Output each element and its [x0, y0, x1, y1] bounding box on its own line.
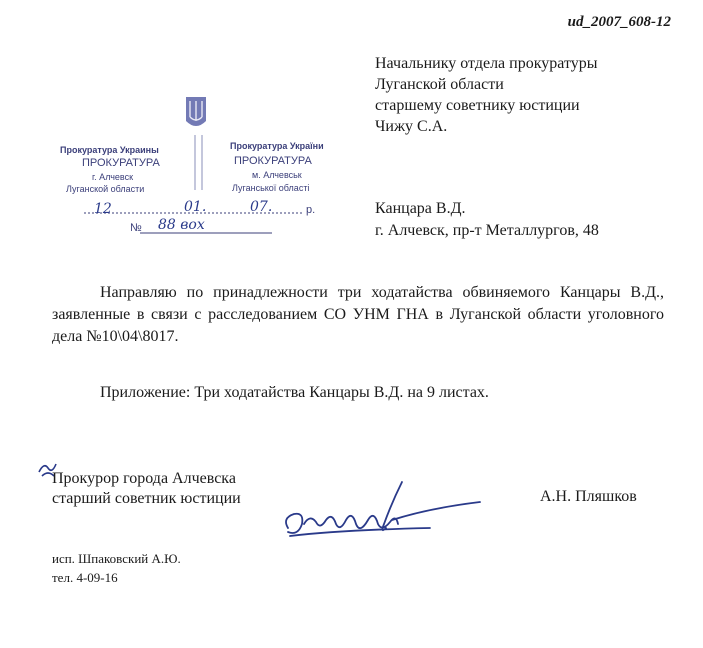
stamp-date-month: 01.: [184, 199, 207, 215]
body-paragraph: Направляю по принадлежности три ходатайства обвиняемого Канцары В.Д., заявленные в связи с расследованием СО УНМ ГНА в Луганской области уголовного дела №10\04\8017.: [52, 284, 664, 345]
stamp-left-line-1: Прокуратура Украины: [60, 145, 159, 155]
stamp-date-suffix: р.: [306, 204, 316, 216]
stamp-date-year: 07.: [250, 199, 273, 215]
executor-phone: тел. 4-09-16: [52, 570, 118, 585]
executor-name: исп. Шпаковский А.Ю.: [52, 551, 181, 566]
addressee-line-2: Луганской области: [375, 76, 504, 93]
addressee-line-1: Начальнику отдела прокуратуры: [375, 55, 598, 72]
stamp-left-line-3: г. Алчевск: [92, 172, 134, 182]
sender-address: г. Алчевск, пр-т Металлургов, 48: [375, 222, 599, 239]
signatory-title-line-1: Прокурор города Алчевска: [52, 470, 236, 487]
stamp-right-line-2: ПРОКУРАТУРА: [234, 155, 312, 167]
stamp-right-line-3: м. Алчевськ: [252, 170, 302, 180]
handwritten-signature-icon: [280, 480, 510, 550]
addressee-block: [375, 53, 597, 137]
signatory-title: [52, 469, 241, 509]
stamp-number-prefix: №: [130, 222, 142, 234]
stamp-date-day: 12: [94, 201, 112, 217]
addressee-line-3: старшему советнику юстиции: [375, 97, 580, 114]
document-id: ud_2007_608-12: [567, 14, 671, 30]
stamp-left-line-4: Луганской области: [66, 184, 145, 194]
addressee-line-4: Чижу С.А.: [375, 118, 448, 135]
attachment-line: Приложение: Три ходатайства Канцары В.Д. на 9 листах.: [100, 384, 489, 401]
trident-emblem-icon: [186, 97, 206, 126]
sender-block: [375, 198, 599, 242]
sender-name: Канцара В.Д.: [375, 200, 466, 217]
stamp-number-value: 88 вох: [158, 217, 205, 233]
stamp-right-line-1: Прокуратура України: [230, 141, 324, 151]
stamp-left-line-2: ПРОКУРАТУРА: [82, 157, 160, 169]
signatory-name: А.Н. Пляшков: [540, 488, 637, 505]
registration-stamp: [52, 95, 352, 245]
signatory-title-line-2: старший советник юстиции: [52, 490, 241, 507]
stamp-right-line-4: Луганської області: [232, 183, 310, 193]
executor-block: [52, 549, 181, 587]
